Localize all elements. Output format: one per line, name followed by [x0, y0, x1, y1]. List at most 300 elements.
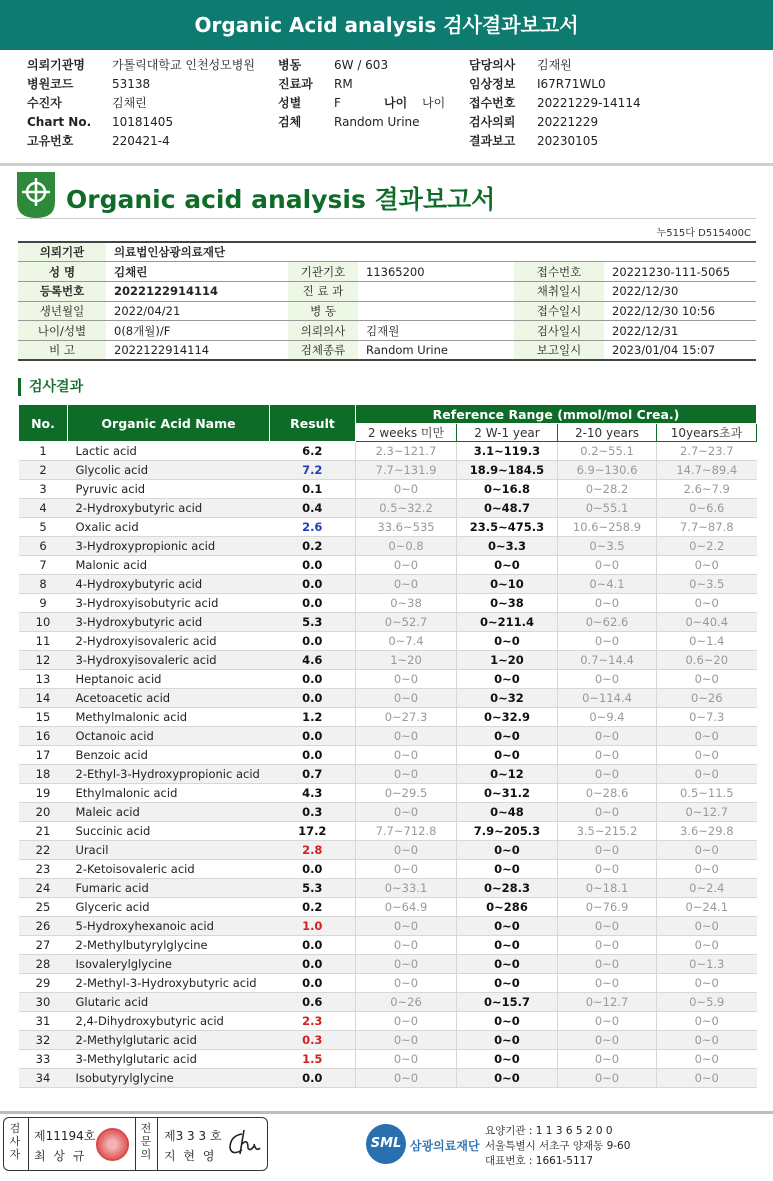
ref-under-2-weeks: 0~0	[356, 746, 457, 765]
ref-over-10-years: 0~0	[657, 1012, 757, 1031]
info-label: 검체종류	[288, 340, 358, 360]
result-row	[19, 518, 757, 537]
result-row	[19, 879, 757, 898]
row-number: 34	[19, 1069, 68, 1088]
ref-2w-1-year: 0~0	[457, 860, 558, 879]
result-row	[19, 708, 757, 727]
info-label: 비 고	[18, 340, 106, 360]
signer-role-label: 검사자	[9, 1122, 21, 1161]
acid-name: Oxalic acid	[68, 518, 270, 537]
header-label: 병동	[278, 58, 302, 72]
ref-under-2-weeks: 0~0	[356, 974, 457, 993]
info-label: 생년월일	[18, 301, 106, 321]
license-number: 제3 3 3 호	[164, 1129, 222, 1143]
header-label: 담당의사	[469, 58, 516, 72]
info-value: 김채린	[106, 262, 288, 282]
ref-under-2-weeks: 0~0	[356, 1012, 457, 1031]
result-value: 7.2	[270, 461, 356, 480]
result-row	[19, 822, 757, 841]
row-number: 2	[19, 461, 68, 480]
info-value: 2023/01/04 15:07	[604, 340, 756, 360]
ref-2w-1-year: 23.5~475.3	[457, 518, 558, 537]
row-number: 16	[19, 727, 68, 746]
row-number: 21	[19, 822, 68, 841]
signature-box	[3, 1117, 268, 1171]
header-value: F	[334, 96, 341, 110]
row-number: 5	[19, 518, 68, 537]
ref-under-2-weeks: 0~7.4	[356, 632, 457, 651]
ref-over-10-years: 0~6.6	[657, 499, 757, 518]
info-label: 접수일시	[514, 301, 604, 321]
acid-name: Lactic acid	[68, 442, 270, 461]
result-row	[19, 537, 757, 556]
info-label: 의뢰의사	[288, 321, 358, 341]
sml-logo-icon: SML	[366, 1124, 406, 1164]
ref-2-10-years: 0.2~55.1	[558, 442, 657, 461]
result-row	[19, 651, 757, 670]
ref-2-10-years: 0~0	[558, 670, 657, 689]
acid-name: 3-Hydroxybutyric acid	[68, 613, 270, 632]
ref-2-10-years: 10.6~258.9	[558, 518, 657, 537]
row-number: 27	[19, 936, 68, 955]
result-row	[19, 936, 757, 955]
result-value: 0.0	[270, 575, 356, 594]
result-row	[19, 613, 757, 632]
lab-address	[485, 1124, 630, 1169]
ref-2-10-years: 0~0	[558, 1050, 657, 1069]
ref-2w-1-year: 0~28.3	[457, 879, 558, 898]
acid-name: 2-Methyl-3-Hydroxybutyric acid	[68, 974, 270, 993]
info-value: 11365200	[358, 262, 514, 282]
row-number: 24	[19, 879, 68, 898]
header-value: 20230105	[537, 134, 599, 148]
ref-col-header: 2 weeks 미만	[356, 424, 457, 442]
ref-2w-1-year: 0~31.2	[457, 784, 558, 803]
col-header-name: Organic Acid Name	[68, 405, 270, 442]
result-value: 0.3	[270, 803, 356, 822]
report-title: Organic acid analysis 결과보고서	[66, 185, 496, 214]
ref-under-2-weeks: 0~0	[356, 803, 457, 822]
result-value: 0.0	[270, 556, 356, 575]
ref-under-2-weeks: 0~0	[356, 917, 457, 936]
ref-2-10-years: 0~0	[558, 632, 657, 651]
result-row	[19, 1031, 757, 1050]
acid-name: Octanoic acid	[68, 727, 270, 746]
result-row	[19, 765, 757, 784]
ref-under-2-weeks: 7.7~712.8	[356, 822, 457, 841]
ref-2-10-years: 0~55.1	[558, 499, 657, 518]
ref-under-2-weeks: 0~33.1	[356, 879, 457, 898]
row-number: 10	[19, 613, 68, 632]
result-value: 0.0	[270, 974, 356, 993]
divider	[0, 163, 773, 166]
ref-2-10-years: 0~18.1	[558, 879, 657, 898]
ref-col-header: 10years초과	[657, 424, 757, 442]
ref-under-2-weeks: 0~27.3	[356, 708, 457, 727]
result-value: 0.2	[270, 898, 356, 917]
row-number: 20	[19, 803, 68, 822]
row-number: 31	[19, 1012, 68, 1031]
ref-2w-1-year: 0~0	[457, 917, 558, 936]
divider	[28, 1118, 29, 1170]
signature-icon	[226, 1126, 264, 1160]
result-value: 5.3	[270, 613, 356, 632]
ref-2-10-years: 0~0	[558, 594, 657, 613]
ref-under-2-weeks: 0~0	[356, 1031, 457, 1050]
ref-over-10-years: 0~0	[657, 917, 757, 936]
header-value: 53138	[112, 77, 151, 91]
ref-over-10-years: 0~0	[657, 1069, 757, 1088]
info-label: 병 동	[288, 301, 358, 321]
seal-stamp-icon	[96, 1128, 129, 1161]
header-col-3	[469, 56, 641, 151]
ref-over-10-years: 0~0	[657, 594, 757, 613]
row-number: 23	[19, 860, 68, 879]
result-row	[19, 480, 757, 499]
result-row	[19, 499, 757, 518]
info-value: 0(8개월)/F	[106, 321, 288, 341]
acid-name: 2-Hydroxyisovaleric acid	[68, 632, 270, 651]
header-label: 임상정보	[469, 77, 516, 91]
ref-over-10-years: 0~12.7	[657, 803, 757, 822]
info-label: 보고일시	[514, 340, 604, 360]
acid-name: Methylmalonic acid	[68, 708, 270, 727]
ref-under-2-weeks: 0~0	[356, 1069, 457, 1088]
row-number: 11	[19, 632, 68, 651]
header-label: 성별	[278, 96, 302, 110]
info-value: 의료법인삼광의료재단	[106, 242, 756, 262]
header-label: 의뢰기관명	[27, 58, 85, 72]
ref-2w-1-year: 0~15.7	[457, 993, 558, 1012]
ref-under-2-weeks: 33.6~535	[356, 518, 457, 537]
row-number: 30	[19, 993, 68, 1012]
ref-2-10-years: 0~28.6	[558, 784, 657, 803]
header-label: 수진자	[27, 96, 62, 110]
result-value: 5.3	[270, 879, 356, 898]
ref-over-10-years: 0~0	[657, 670, 757, 689]
result-row	[19, 974, 757, 993]
acid-name: Benzoic acid	[68, 746, 270, 765]
header-label: 검체	[278, 115, 302, 129]
acid-name: Uracil	[68, 841, 270, 860]
info-value: 2022122914114	[106, 281, 288, 301]
acid-name: Maleic acid	[68, 803, 270, 822]
info-value: 김재원	[358, 321, 514, 341]
ref-over-10-years: 0~0	[657, 936, 757, 955]
result-row	[19, 1012, 757, 1031]
header-value: 6W / 603	[334, 58, 389, 72]
acid-name: Acetoacetic acid	[68, 689, 270, 708]
lab-street: 서울특별시 서초구 양재동 9-60	[485, 1140, 631, 1152]
acid-name: 2,4-Dihydroxybutyric acid	[68, 1012, 270, 1031]
result-value: 0.2	[270, 537, 356, 556]
ref-2w-1-year: 0~0	[457, 670, 558, 689]
row-number: 32	[19, 1031, 68, 1050]
acid-name: Isovalerylglycine	[68, 955, 270, 974]
header-label: 진료과	[278, 77, 313, 91]
ref-under-2-weeks: 0~52.7	[356, 613, 457, 632]
ref-over-10-years: 0~0	[657, 1050, 757, 1069]
ref-2w-1-year: 0~0	[457, 1012, 558, 1031]
ref-2w-1-year: 0~211.4	[457, 613, 558, 632]
header-label: 고유번호	[27, 134, 74, 148]
ref-under-2-weeks: 7.7~131.9	[356, 461, 457, 480]
ref-2-10-years: 0~0	[558, 936, 657, 955]
ref-2-10-years: 0~0	[558, 955, 657, 974]
ref-2w-1-year: 0~286	[457, 898, 558, 917]
ref-over-10-years: 0~0	[657, 841, 757, 860]
row-number: 22	[19, 841, 68, 860]
result-value: 0.1	[270, 480, 356, 499]
result-value: 0.0	[270, 632, 356, 651]
header-value: 10181405	[112, 115, 174, 129]
ref-under-2-weeks: 1~20	[356, 651, 457, 670]
header-value: 가톨릭대학교 인천성모병원	[112, 58, 255, 72]
result-row	[19, 461, 757, 480]
col-header-result: Result	[270, 405, 356, 442]
acid-name: 2-Hydroxybutyric acid	[68, 499, 270, 518]
acid-name: Pyruvic acid	[68, 480, 270, 499]
info-value: 2022/12/31	[604, 321, 756, 341]
ref-2-10-years: 0~114.4	[558, 689, 657, 708]
lab-logo-icon	[17, 172, 55, 218]
header-value: I67R71WL0	[537, 77, 606, 91]
ref-under-2-weeks: 0~0	[356, 727, 457, 746]
result-row	[19, 993, 757, 1012]
result-value: 17.2	[270, 822, 356, 841]
ref-2-10-years: 0~0	[558, 746, 657, 765]
ref-2w-1-year: 0~3.3	[457, 537, 558, 556]
result-row	[19, 632, 757, 651]
result-row	[19, 746, 757, 765]
row-number: 33	[19, 1050, 68, 1069]
result-value: 0.0	[270, 689, 356, 708]
result-value: 4.6	[270, 651, 356, 670]
info-label: 등록번호	[18, 281, 106, 301]
header-value: 220421-4	[112, 134, 170, 148]
ref-2w-1-year: 0~12	[457, 765, 558, 784]
result-value: 2.6	[270, 518, 356, 537]
header-value: 김채린	[112, 96, 147, 110]
ref-under-2-weeks: 0.5~32.2	[356, 499, 457, 518]
signer-role-label: 전문의	[140, 1122, 152, 1161]
ref-under-2-weeks: 0~0	[356, 860, 457, 879]
ref-2-10-years: 0~0	[558, 1031, 657, 1050]
header-label: 검사의뢰	[469, 115, 516, 129]
ref-over-10-years: 0.6~20	[657, 651, 757, 670]
ref-over-10-years: 0~0	[657, 860, 757, 879]
ref-over-10-years: 3.6~29.8	[657, 822, 757, 841]
result-value: 0.0	[270, 727, 356, 746]
ref-2w-1-year: 0~0	[457, 1069, 558, 1088]
header-value: 김재원	[537, 58, 572, 72]
result-value: 0.0	[270, 955, 356, 974]
result-value: 0.0	[270, 860, 356, 879]
ref-2w-1-year: 0~48.7	[457, 499, 558, 518]
ref-2w-1-year: 0~0	[457, 936, 558, 955]
acid-name: Succinic acid	[68, 822, 270, 841]
acid-name: 3-Hydroxyisovaleric acid	[68, 651, 270, 670]
acid-name: Glutaric acid	[68, 993, 270, 1012]
ref-2w-1-year: 1~20	[457, 651, 558, 670]
ref-2w-1-year: 0~0	[457, 632, 558, 651]
ref-2w-1-year: 0~10	[457, 575, 558, 594]
ref-over-10-years: 0~0	[657, 556, 757, 575]
acid-name: 4-Hydroxybutyric acid	[68, 575, 270, 594]
ref-under-2-weeks: 0~0	[356, 955, 457, 974]
header-label: Chart No.	[27, 115, 92, 129]
ref-2-10-years: 0~0	[558, 1012, 657, 1031]
info-value: Random Urine	[358, 340, 514, 360]
info-value: 20221230-111-5065	[604, 262, 756, 282]
row-number: 18	[19, 765, 68, 784]
info-value: 2022/12/30 10:56	[604, 301, 756, 321]
row-number: 28	[19, 955, 68, 974]
info-label: 기관기호	[288, 262, 358, 282]
ref-over-10-years: 2.6~7.9	[657, 480, 757, 499]
ref-over-10-years: 0~0	[657, 974, 757, 993]
result-row	[19, 575, 757, 594]
row-number: 25	[19, 898, 68, 917]
ref-under-2-weeks: 0~0.8	[356, 537, 457, 556]
result-row	[19, 841, 757, 860]
result-value: 0.0	[270, 1069, 356, 1088]
result-value: 6.2	[270, 442, 356, 461]
divider	[16, 218, 756, 219]
row-number: 9	[19, 594, 68, 613]
acid-name: Glycolic acid	[68, 461, 270, 480]
row-number: 26	[19, 917, 68, 936]
result-value: 0.0	[270, 670, 356, 689]
ref-under-2-weeks: 0~64.9	[356, 898, 457, 917]
result-row	[19, 442, 757, 461]
result-row	[19, 1050, 757, 1069]
ref-over-10-years: 14.7~89.4	[657, 461, 757, 480]
result-value: 1.2	[270, 708, 356, 727]
acid-name: Isobutyrylglycine	[68, 1069, 270, 1088]
result-row	[19, 689, 757, 708]
result-row	[19, 727, 757, 746]
info-label: 진 료 과	[288, 281, 358, 301]
result-value: 0.7	[270, 765, 356, 784]
row-number: 19	[19, 784, 68, 803]
ref-over-10-years: 0~0	[657, 727, 757, 746]
ref-2-10-years: 0.7~14.4	[558, 651, 657, 670]
ref-2w-1-year: 0~0	[457, 746, 558, 765]
ref-over-10-years: 0~3.5	[657, 575, 757, 594]
ref-over-10-years: 0~40.4	[657, 613, 757, 632]
row-number: 15	[19, 708, 68, 727]
result-value: 0.0	[270, 936, 356, 955]
result-row	[19, 1069, 757, 1088]
result-row	[19, 955, 757, 974]
acid-name: 2-Ketoisovaleric acid	[68, 860, 270, 879]
ref-over-10-years: 0~26	[657, 689, 757, 708]
ref-over-10-years: 0~1.4	[657, 632, 757, 651]
acid-name: 5-Hydroxyhexanoic acid	[68, 917, 270, 936]
ref-under-2-weeks: 0~0	[356, 1050, 457, 1069]
result-value: 2.3	[270, 1012, 356, 1031]
ref-under-2-weeks: 0~0	[356, 936, 457, 955]
acid-name: 2-Methylbutyrylglycine	[68, 936, 270, 955]
result-row	[19, 670, 757, 689]
acid-name: 3-Methylglutaric acid	[68, 1050, 270, 1069]
ref-2-10-years: 0~0	[558, 727, 657, 746]
ref-2-10-years: 0~0	[558, 974, 657, 993]
ref-under-2-weeks: 0~0	[356, 841, 457, 860]
ref-2-10-years: 0~9.4	[558, 708, 657, 727]
col-header-reference: Reference Range (mmol/mol Crea.)	[356, 405, 757, 424]
ref-2-10-years: 0~0	[558, 765, 657, 784]
result-row	[19, 917, 757, 936]
header-value: RM	[334, 77, 353, 91]
acid-name: Fumaric acid	[68, 879, 270, 898]
row-number: 3	[19, 480, 68, 499]
ref-under-2-weeks: 0~0	[356, 670, 457, 689]
ref-2-10-years: 3.5~215.2	[558, 822, 657, 841]
patient-info-table	[18, 241, 756, 361]
header-value: 20221229	[537, 115, 599, 129]
ref-2-10-years: 0~0	[558, 841, 657, 860]
divider	[157, 1118, 158, 1170]
ref-2w-1-year: 0~0	[457, 1031, 558, 1050]
ref-2w-1-year: 18.9~184.5	[457, 461, 558, 480]
result-value: 1.0	[270, 917, 356, 936]
ref-2w-1-year: 0~16.8	[457, 480, 558, 499]
result-row	[19, 556, 757, 575]
row-number: 14	[19, 689, 68, 708]
ref-under-2-weeks: 0~0	[356, 575, 457, 594]
acid-name: Glyceric acid	[68, 898, 270, 917]
ref-under-2-weeks: 0~26	[356, 993, 457, 1012]
lab-phone: 대표번호 : 1661-5117	[485, 1155, 594, 1167]
result-row	[19, 898, 757, 917]
ref-over-10-years: 0~0	[657, 746, 757, 765]
ref-2-10-years: 0~4.1	[558, 575, 657, 594]
result-value: 0.4	[270, 499, 356, 518]
result-row	[19, 803, 757, 822]
ref-2w-1-year: 0~0	[457, 974, 558, 993]
results-table	[18, 404, 757, 1088]
age-label: 나이	[384, 96, 408, 110]
ref-2w-1-year: 0~0	[457, 1050, 558, 1069]
ref-2w-1-year: 0~32.9	[457, 708, 558, 727]
ref-2w-1-year: 7.9~205.3	[457, 822, 558, 841]
ref-over-10-years: 2.7~23.7	[657, 442, 757, 461]
row-number: 29	[19, 974, 68, 993]
ref-over-10-years: 0~0	[657, 765, 757, 784]
header-col-1	[27, 56, 255, 151]
result-value: 1.5	[270, 1050, 356, 1069]
acid-name: 3-Hydroxypropionic acid	[68, 537, 270, 556]
ref-2-10-years: 0~62.6	[558, 613, 657, 632]
age-value: 나이	[422, 96, 446, 110]
info-label: 성 명	[18, 262, 106, 282]
row-number: 13	[19, 670, 68, 689]
ref-2-10-years: 0~3.5	[558, 537, 657, 556]
lab-code: 요양기관 : 1 1 3 6 5 2 0 0	[485, 1125, 613, 1137]
header-label: 결과보고	[469, 134, 516, 148]
ref-under-2-weeks: 0~29.5	[356, 784, 457, 803]
license-number: 제11194호	[34, 1129, 96, 1143]
result-value: 0.3	[270, 1031, 356, 1050]
ref-2w-1-year: 0~0	[457, 727, 558, 746]
result-row	[19, 784, 757, 803]
result-value: 0.6	[270, 993, 356, 1012]
row-number: 4	[19, 499, 68, 518]
acid-name: 2-Methylglutaric acid	[68, 1031, 270, 1050]
info-label: 채취일시	[514, 281, 604, 301]
